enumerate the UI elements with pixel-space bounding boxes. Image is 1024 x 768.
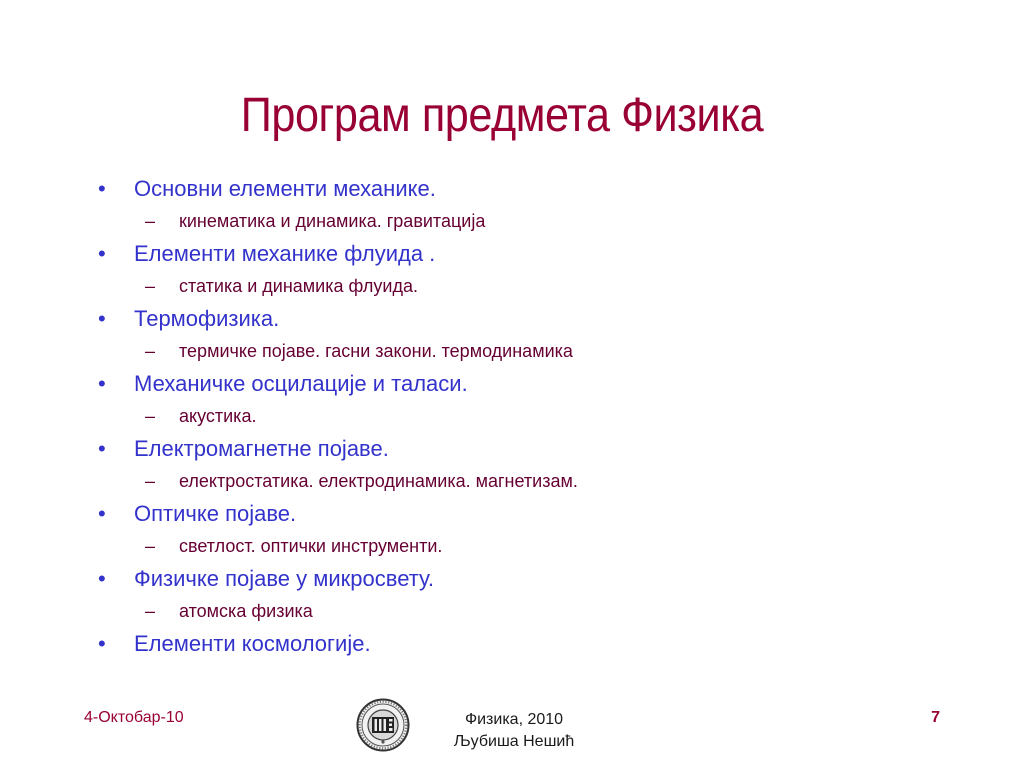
dash-marker: – [145,471,156,491]
list-item [98,173,958,204]
bullet-marker: • [98,176,106,201]
dash-marker: – [145,601,156,621]
bullet-list [98,173,958,659]
bullet-text: Физичке појаве у микросвету. [134,566,434,591]
bullet-text: Елементи космологије. [134,631,371,656]
dash-marker: – [145,276,156,296]
sub-bullet-text: акустика. [179,406,257,426]
bullet-marker: • [98,631,106,656]
bullet-marker: • [98,371,106,396]
bullet-marker: • [98,241,106,266]
list-item [98,368,958,399]
sub-bullet-text: електростатика. електродинамика. магнетизам. [179,471,578,491]
sub-list-item [98,529,958,563]
university-seal-icon [356,698,410,752]
bullet-text: Термофизика. [134,306,280,331]
list-item [98,238,958,269]
sub-bullet-text: кинематика и динамика. гравитација [179,211,486,231]
sub-list-item [98,269,958,303]
page-number: 7 [931,709,940,726]
sub-list-item [98,399,958,433]
bullet-text: Оптичке појаве. [134,501,297,526]
sub-list-item [98,464,958,498]
footer-course: Физика, 2010 [464,711,564,728]
footer-info [434,709,594,753]
sub-bullet-text: статика и динамика флуида. [179,276,419,296]
footer-author: Љубиша Нешић [453,733,575,750]
sub-bullet-text: атомска физика [179,601,313,621]
list-item [98,628,958,659]
list-item [98,433,958,464]
list-item [98,563,958,594]
bullet-text: Електромагнетне појаве. [134,436,389,461]
bullet-marker: • [98,566,106,591]
dash-marker: – [145,341,156,361]
bullet-marker: • [98,436,106,461]
sub-bullet-text: светлост. оптички инструменти. [179,536,443,556]
bullet-text: Механичке осцилације и таласи. [134,371,468,396]
footer-date: 4-Октобар-10 [84,709,184,726]
sub-bullet-text: термичке појаве. гасни закони. термодинамика [179,341,573,361]
slide-title: Програм предмета Физика [240,89,764,142]
list-item [98,498,958,529]
sub-list-item [98,594,958,628]
bullet-text: Основни елементи механике. [134,176,436,201]
bullet-marker: • [98,306,106,331]
sub-list-item [98,334,958,368]
dash-marker: – [145,536,156,556]
dash-marker: – [145,406,156,426]
list-item [98,303,958,334]
bullet-marker: • [98,501,106,526]
dash-marker: – [145,211,156,231]
sub-list-item [98,204,958,238]
bullet-text: Елементи механике флуида . [134,241,436,266]
